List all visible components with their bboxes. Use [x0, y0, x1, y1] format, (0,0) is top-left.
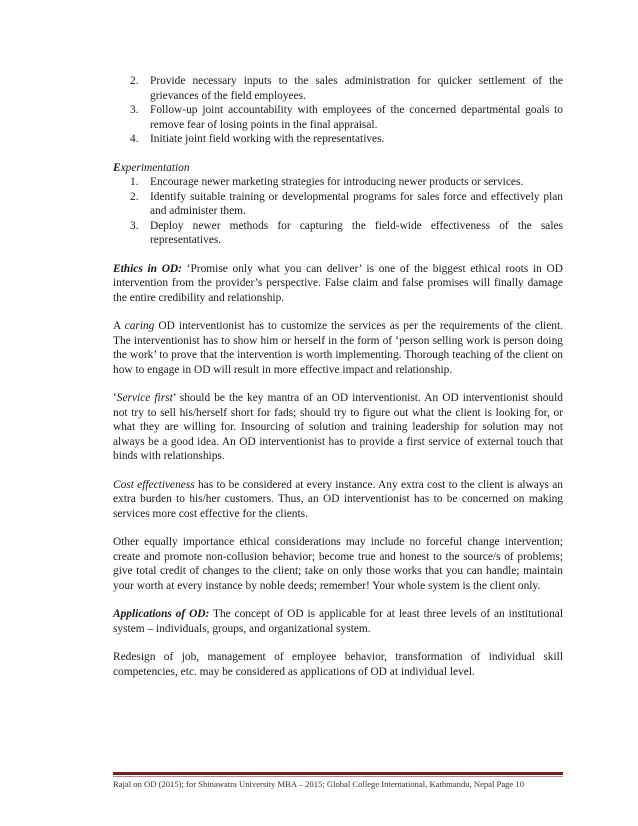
list-item: 2. Identify suitable training or developmental programs for sales force and effectively plan and administer them.: [130, 190, 563, 217]
list-top: [113, 74, 563, 147]
other-paragraph: Other equally importance ethical considerations may include no forceful change intervention; create and promote non-collusion behavior; become true and honest to the source/s of problems; give total credit of changes to the client; take on only those works that you can handle; maintain your worth at every instance by noble deeds; remember! Your whole system is the client only.: [113, 536, 563, 592]
service-paragraph: ‘Service first’ should be the key mantra of an OD interventionist. An OD interventionist should not try to sell his/herself short for fads; should try to figure out what the client is looking for, or what they are willing for. Insourcing of solution and training leadership for solution may not always be a good idea. An OD interventionist has to provide a first service of external touch that binds with relationships.: [113, 392, 563, 462]
list-item-text: Follow-up joint accountability with employees of the concerned departmental goals to remove fear of losing points in the final appraisal.: [150, 104, 563, 131]
list-item: 3. Follow-up joint accountability with employees of the concerned departmental goals to remove fear of losing points in the final appraisal.: [130, 104, 563, 131]
list-item-text: Deploy newer methods for capturing the field-wide effectiveness of the sales representatives.: [150, 219, 563, 246]
footer-rule: [113, 772, 563, 775]
list-item: 2. Provide necessary inputs to the sales administration for quicker settlement of the grievances of the field employees.: [130, 75, 563, 102]
list-experimentation: [113, 175, 563, 248]
list-item: 4. Initiate joint field working with the representatives.: [130, 133, 385, 145]
caring-paragraph: A caring OD interventionist has to customize the services as per the requirements of the client. The interventionist has to show him or herself in the form of ‘person selling work is person doing the work’ to prove that the intervention is worth implementing. Thorough teaching of the client on how to engage in OD will result in more effective impact and relationship.: [113, 320, 563, 376]
list-item-text: Identify suitable training or developmental programs for sales force and effectively plan and administer them.: [150, 190, 563, 217]
cost-paragraph: Cost effectiveness has to be considered at every instance. Any extra cost to the client is always an extra burden to his/her customers. Thus, an OD interventionist has to be concerned on making services more cost effective for the clients.: [113, 478, 563, 520]
document-page: [113, 74, 563, 679]
applications-label: Applications of OD:: [113, 608, 210, 620]
redesign-paragraph: Redesign of job, management of employee behavior, transformation of individual skill competencies, etc. may be considered as applications of OD at individual level.: [113, 651, 563, 678]
list-item-text: Provide necessary inputs to the sales administration for quicker settlement of the grievances of the field employees.: [150, 75, 563, 102]
list-item: 1. Encourage newer marketing strategies for introducing newer products or services.: [130, 176, 524, 188]
applications-paragraph: Applications of OD: The concept of OD is applicable for at least three levels of an institutional system – individuals, groups, and organizational system.: [113, 608, 564, 635]
ethics-label: Ethics in OD:: [113, 262, 182, 275]
list-item: 3. Deploy newer methods for capturing the field-wide effectiveness of the sales representatives.: [130, 219, 563, 246]
experimentation-heading: Experimentation: [113, 161, 190, 174]
list-item-text: Initiate joint field working with the representatives.: [150, 133, 385, 145]
ethics-paragraph: Ethics in OD: ‘Promise only what you can deliver’ is one of the biggest ethical roots in OD intervention from the provider’s perspective. False claim and false promises will finally damage the entire credibility and relationship.: [113, 262, 563, 304]
footer-rule-thin: [113, 776, 563, 777]
list-item-text: Encourage newer marketing strategies for introducing newer products or services.: [150, 176, 524, 188]
page-footer: Rajal on OD (2015); for Shinawatra University MBA – 2015; Global College International, Kathmandu, Nepal Page 10: [113, 779, 524, 789]
